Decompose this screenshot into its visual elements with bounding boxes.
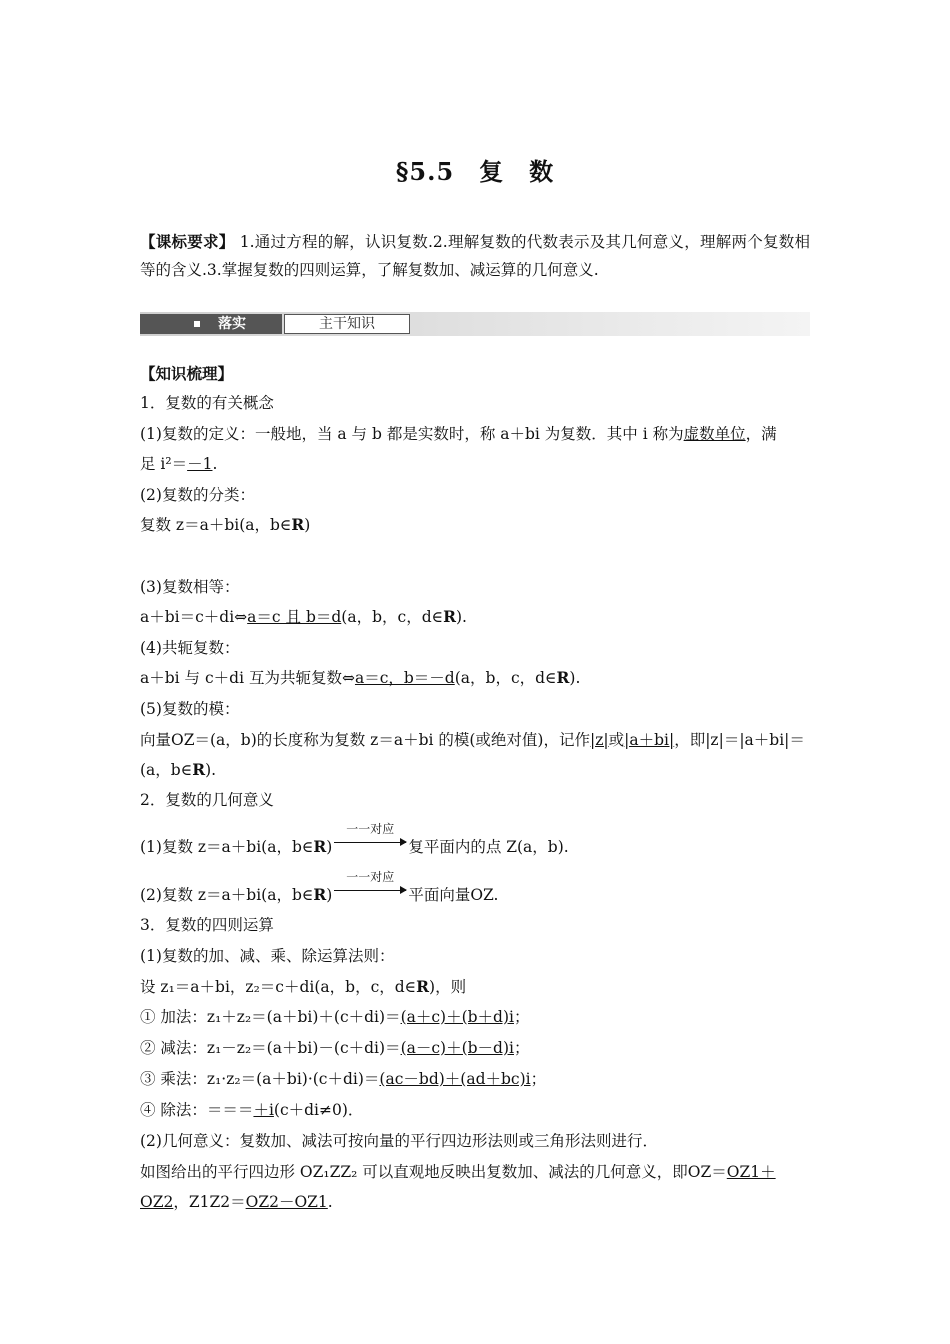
page-title: §5.5 复 数 bbox=[395, 157, 555, 186]
square-bullet-icon bbox=[194, 321, 200, 327]
answer-vector-sum: OZ1＋ bbox=[726, 1163, 776, 1181]
correspondence-arrow bbox=[334, 870, 406, 906]
arrow-head-icon bbox=[400, 886, 407, 894]
text-span: ； bbox=[513, 1008, 530, 1026]
text-span: 向量OZ＝(a，b)的长度称为复数 z＝a＋bi 的模(或绝对值)，记作 bbox=[140, 731, 590, 749]
text-span: ) bbox=[326, 838, 333, 856]
banner-left bbox=[140, 314, 282, 334]
text-span: ，满 bbox=[745, 425, 777, 443]
knowledge-heading: 【知识梳理】 bbox=[140, 364, 234, 383]
text-span: )，则 bbox=[429, 978, 467, 996]
answer-equality: a＝c 且 b＝d bbox=[247, 608, 342, 626]
division-line bbox=[140, 1099, 810, 1121]
definition-line-2 bbox=[140, 453, 810, 475]
answer-division: ＋i bbox=[253, 1101, 274, 1119]
real-set-symbol: R bbox=[313, 885, 327, 904]
text-span: a＋bi＝c＋di⇔ bbox=[140, 608, 248, 626]
section-1-heading: 1．复数的有关概念 bbox=[140, 394, 274, 412]
classification-line bbox=[140, 514, 810, 536]
answer-imaginary-unit: 虚数单位 bbox=[683, 425, 746, 443]
modulus-line-2 bbox=[140, 759, 810, 781]
text-span: . bbox=[327, 1193, 333, 1211]
geometric-vector-line bbox=[140, 870, 810, 906]
real-set-symbol: R bbox=[556, 668, 570, 687]
text-span: (a，b∈ bbox=[140, 761, 193, 779]
arrow-shaft bbox=[334, 890, 406, 891]
correspondence-arrow bbox=[334, 822, 406, 858]
text-span: (1)复数 z＝a＋bi(a，b∈ bbox=[140, 838, 314, 856]
curriculum-requirements bbox=[140, 228, 810, 284]
text-span: ① 加法：z₁＋z₂＝(a＋bi)＋(c＋di)＝ bbox=[140, 1008, 401, 1026]
text-span: ) bbox=[304, 516, 311, 534]
parallelogram-line-2 bbox=[140, 1191, 810, 1213]
text-span: 如图给出的平行四边形 OZ₁ZZ₂ 可以直观地反映出复数加、减法的几何意义，即OZ＝ bbox=[140, 1163, 727, 1181]
section-banner bbox=[140, 312, 810, 336]
subtraction-line bbox=[140, 1037, 810, 1059]
text-span: ). bbox=[569, 669, 581, 687]
arrow-label: 一一对应 bbox=[346, 870, 395, 884]
equality-heading: (3)复数相等： bbox=[140, 578, 240, 596]
geometric-meaning-line: (2)几何意义：复数加、减法可按向量的平行四边形法则或三角形法则进行． bbox=[140, 1132, 658, 1150]
real-set-symbol: R bbox=[443, 607, 456, 626]
text-span: ). bbox=[455, 608, 467, 626]
conjugate-line bbox=[140, 667, 810, 689]
text-span: 复数 z＝a＋bi(a，b∈ bbox=[140, 516, 292, 534]
real-set-symbol: R bbox=[192, 760, 206, 779]
text-span: ② 减法：z₁－z₂＝(a＋bi)－(c＋di)＝ bbox=[140, 1039, 401, 1057]
text-span: (c＋di≠0)． bbox=[273, 1101, 364, 1119]
text-span: 或 bbox=[608, 731, 625, 749]
answer-addition: (a＋c)＋(b＋d)i bbox=[400, 1008, 514, 1026]
text-span: ) bbox=[326, 886, 333, 904]
answer-vector-difference: OZ2－OZ1 bbox=[245, 1193, 328, 1211]
answer-vector-sum-end: OZ2 bbox=[140, 1193, 174, 1211]
text-span: ). bbox=[205, 761, 217, 779]
answer-multiplication: (ac－bd)＋(ad＋bc)i bbox=[379, 1070, 531, 1088]
banner-right-label: 主干知识 bbox=[284, 314, 410, 334]
text-span: (1)复数的定义：一般地，当 a 与 b 都是实数时，称 a＋bi 为复数．其中 i 称为 bbox=[140, 425, 684, 443]
text-span: ，即|z|＝|a＋bi|＝ bbox=[674, 731, 805, 749]
text-span: (a，b，c，d∈ bbox=[341, 608, 444, 626]
geometric-point-line bbox=[140, 822, 810, 858]
requirements-text: 1.通过方程的解，认识复数.2.理解复数的代数表示及其几何意义，理解两个复数相等的含义.3.掌握复数的四则运算，了解复数加、减运算的几何意义. bbox=[140, 233, 810, 279]
equality-line bbox=[140, 606, 810, 628]
definition-line bbox=[140, 423, 810, 445]
real-set-symbol: R bbox=[291, 515, 305, 534]
answer-modulus-abi: |a＋bi| bbox=[624, 731, 675, 749]
multiplication-line bbox=[140, 1068, 810, 1090]
arrow-label: 一一对应 bbox=[346, 822, 395, 836]
addition-line bbox=[140, 1006, 810, 1028]
modulus-heading: (5)复数的模： bbox=[140, 700, 240, 718]
real-set-symbol: R bbox=[416, 977, 430, 996]
text-span: a＋bi 与 c＋di 互为共轭复数⇔ bbox=[140, 669, 355, 687]
text-span: (2)复数 z＝a＋bi(a，b∈ bbox=[140, 886, 314, 904]
text-span: ④ 除法：＝＝＝ bbox=[140, 1101, 254, 1119]
text-span: (a，b，c，d∈ bbox=[454, 669, 557, 687]
modulus-line bbox=[140, 729, 810, 751]
parallelogram-line bbox=[140, 1161, 810, 1183]
text-span: 平面向量OZ. bbox=[408, 886, 499, 904]
banner-left-label: 落实 bbox=[218, 316, 246, 332]
answer-subtraction: (a－c)＋(b－d)i bbox=[400, 1039, 514, 1057]
answer-modulus-z: |z| bbox=[589, 731, 609, 749]
answer-conjugate: a＝c，b＝－d bbox=[354, 669, 455, 687]
setup-line bbox=[140, 976, 810, 998]
real-set-symbol: R bbox=[313, 837, 327, 856]
requirements-tag: 【课标要求】 bbox=[140, 232, 235, 251]
arrow-head-icon bbox=[400, 838, 407, 846]
text-span: ③ 乘法：z₁·z₂＝(a＋bi)·(c＋di)＝ bbox=[140, 1070, 380, 1088]
text-span: ； bbox=[530, 1070, 547, 1088]
answer-i-squared: －1 bbox=[187, 455, 213, 473]
section-2-heading: 2．复数的几何意义 bbox=[140, 791, 274, 809]
text-span: 足 i²＝ bbox=[140, 455, 188, 473]
text-span: ； bbox=[513, 1039, 530, 1057]
conjugate-heading: (4)共轭复数： bbox=[140, 639, 240, 657]
text-span: 复平面内的点 Z(a，b). bbox=[408, 838, 569, 856]
text-span: ，Z1Z2＝ bbox=[173, 1193, 246, 1211]
section-3-heading: 3．复数的四则运算 bbox=[140, 916, 274, 934]
operations-heading: (1)复数的加、减、乘、除运算法则： bbox=[140, 947, 395, 965]
text-span: . bbox=[212, 455, 218, 473]
text-span: 设 z₁＝a＋bi，z₂＝c＋di(a，b，c，d∈ bbox=[140, 978, 417, 996]
classification-heading: (2)复数的分类： bbox=[140, 486, 255, 504]
arrow-shaft bbox=[334, 842, 406, 843]
